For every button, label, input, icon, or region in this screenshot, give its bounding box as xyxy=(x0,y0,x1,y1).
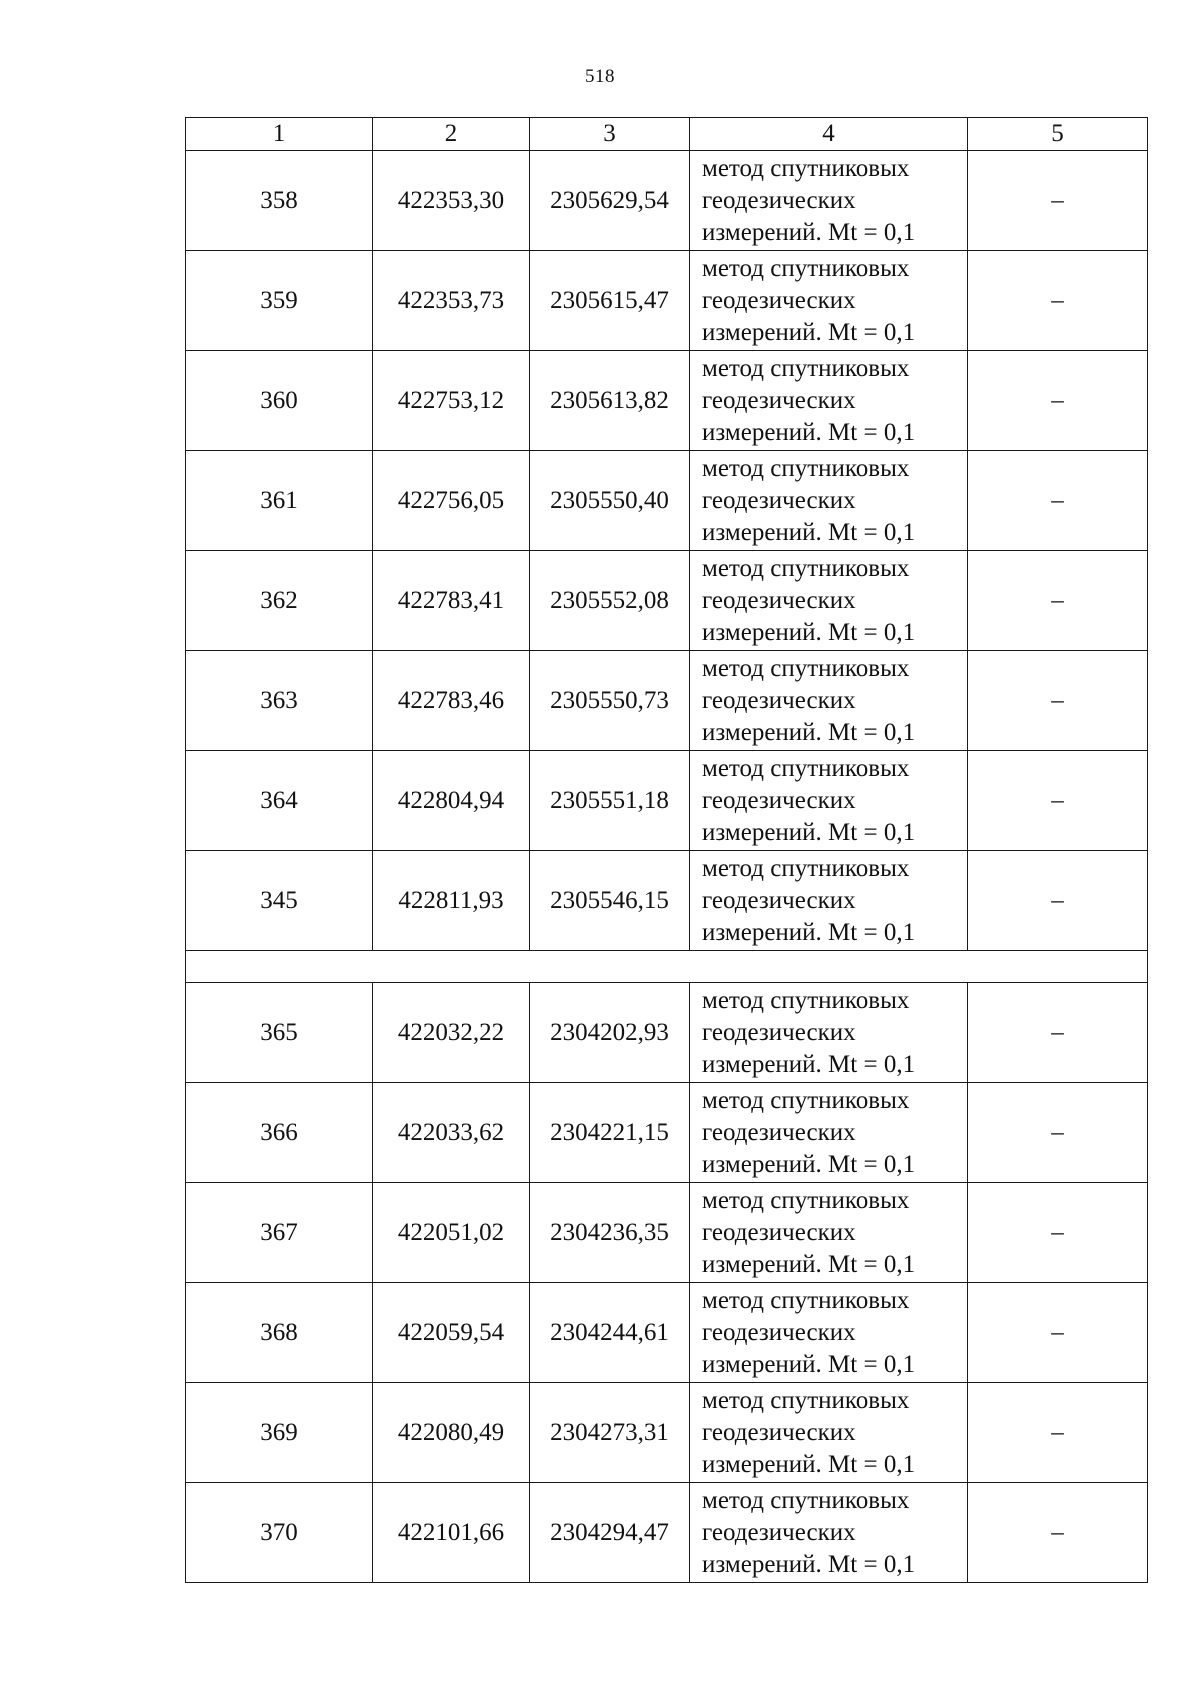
table-row xyxy=(186,151,1148,251)
point-number-cell: 369 xyxy=(186,1383,373,1483)
method-text-line: измерений. Mt = 0,1 xyxy=(702,518,916,546)
method-text-line: метод спутниковых xyxy=(702,554,910,582)
point-number-cell: 359 xyxy=(186,251,373,351)
x-coordinate-cell: 422080,49 xyxy=(373,1383,530,1483)
x-coordinate-cell: 422783,46 xyxy=(373,651,530,751)
method-text-line: измерений. Mt = 0,1 xyxy=(702,318,916,346)
table-header-row xyxy=(186,118,1148,151)
y-coordinate-cell: 2305629,54 xyxy=(530,151,690,251)
point-number-cell: 370 xyxy=(186,1483,373,1583)
method-text-line: метод спутниковых xyxy=(702,854,910,882)
y-coordinate-cell: 2304244,61 xyxy=(530,1283,690,1383)
y-coordinate-cell: 2305550,40 xyxy=(530,451,690,551)
note-cell: – xyxy=(968,751,1148,851)
note-cell: – xyxy=(968,983,1148,1083)
table-row xyxy=(186,1283,1148,1383)
note-cell: – xyxy=(968,1083,1148,1183)
table-row xyxy=(186,1383,1148,1483)
method-text-line: измерений. Mt = 0,1 xyxy=(702,418,916,446)
method-text-line: геодезических xyxy=(702,386,856,414)
method-text-line: измерений. Mt = 0,1 xyxy=(702,618,916,646)
x-coordinate-cell: 422353,73 xyxy=(373,251,530,351)
table-row xyxy=(186,1483,1148,1583)
method-text-line: геодезических xyxy=(702,1418,856,1446)
method-cell xyxy=(690,851,968,951)
method-text-line: метод спутниковых xyxy=(702,986,910,1014)
method-text-line: геодезических xyxy=(702,486,856,514)
column-header: 3 xyxy=(530,118,690,151)
y-coordinate-cell: 2305552,08 xyxy=(530,551,690,651)
point-number-cell: 362 xyxy=(186,551,373,651)
y-coordinate-cell: 2305615,47 xyxy=(530,251,690,351)
method-text-line: метод спутниковых xyxy=(702,754,910,782)
column-header: 4 xyxy=(690,118,968,151)
note-cell: – xyxy=(968,1183,1148,1283)
method-text-line: метод спутниковых xyxy=(702,254,910,282)
point-number-cell: 345 xyxy=(186,851,373,951)
x-coordinate-cell: 422059,54 xyxy=(373,1283,530,1383)
method-text-line: геодезических xyxy=(702,886,856,914)
table-row xyxy=(186,351,1148,451)
note-cell: – xyxy=(968,1483,1148,1583)
column-header: 2 xyxy=(373,118,530,151)
method-text-line: измерений. Mt = 0,1 xyxy=(702,1550,916,1578)
method-cell xyxy=(690,351,968,451)
method-cell xyxy=(690,151,968,251)
table-row xyxy=(186,651,1148,751)
x-coordinate-cell: 422353,30 xyxy=(373,151,530,251)
method-text-line: измерений. Mt = 0,1 xyxy=(702,1250,916,1278)
note-cell: – xyxy=(968,1283,1148,1383)
method-text-line: метод спутниковых xyxy=(702,1286,910,1314)
note-cell: – xyxy=(968,451,1148,551)
page-number: 518 xyxy=(585,66,615,87)
y-coordinate-cell: 2304273,31 xyxy=(530,1383,690,1483)
method-cell xyxy=(690,551,968,651)
point-number-cell: 368 xyxy=(186,1283,373,1383)
method-text-line: измерений. Mt = 0,1 xyxy=(702,218,916,246)
method-cell xyxy=(690,1283,968,1383)
method-text-line: метод спутниковых xyxy=(702,1486,910,1514)
y-coordinate-cell: 2305550,73 xyxy=(530,651,690,751)
y-coordinate-cell: 2304221,15 xyxy=(530,1083,690,1183)
x-coordinate-cell: 422811,93 xyxy=(373,851,530,951)
method-text-line: измерений. Mt = 0,1 xyxy=(702,1050,916,1078)
separator-cell xyxy=(186,951,1148,983)
point-number-cell: 364 xyxy=(186,751,373,851)
y-coordinate-cell: 2304202,93 xyxy=(530,983,690,1083)
method-text-line: измерений. Mt = 0,1 xyxy=(702,1450,916,1478)
method-text-line: метод спутниковых xyxy=(702,454,910,482)
method-text-line: геодезических xyxy=(702,1518,856,1546)
method-text-line: измерений. Mt = 0,1 xyxy=(702,1350,916,1378)
coordinates-table xyxy=(185,117,1148,1583)
y-coordinate-cell: 2304236,35 xyxy=(530,1183,690,1283)
method-text-line: геодезических xyxy=(702,586,856,614)
x-coordinate-cell: 422804,94 xyxy=(373,751,530,851)
x-coordinate-cell: 422101,66 xyxy=(373,1483,530,1583)
method-cell xyxy=(690,1083,968,1183)
y-coordinate-cell: 2305546,15 xyxy=(530,851,690,951)
y-coordinate-cell: 2305551,18 xyxy=(530,751,690,851)
method-text-line: геодезических xyxy=(702,1218,856,1246)
y-coordinate-cell: 2305613,82 xyxy=(530,351,690,451)
point-number-cell: 361 xyxy=(186,451,373,551)
method-text-line: геодезических xyxy=(702,1118,856,1146)
method-text-line: геодезических xyxy=(702,1318,856,1346)
method-text-line: геодезических xyxy=(702,186,856,214)
x-coordinate-cell: 422783,41 xyxy=(373,551,530,651)
method-text-line: метод спутниковых xyxy=(702,654,910,682)
method-text-line: геодезических xyxy=(702,286,856,314)
column-header: 1 xyxy=(186,118,373,151)
note-cell: – xyxy=(968,351,1148,451)
method-cell xyxy=(690,983,968,1083)
method-text-line: метод спутниковых xyxy=(702,354,910,382)
column-header: 5 xyxy=(968,118,1148,151)
method-text-line: метод спутниковых xyxy=(702,154,910,182)
method-cell xyxy=(690,651,968,751)
method-text-line: геодезических xyxy=(702,786,856,814)
point-number-cell: 366 xyxy=(186,1083,373,1183)
table-row xyxy=(186,1083,1148,1183)
note-cell: – xyxy=(968,151,1148,251)
table-separator-row xyxy=(186,951,1148,983)
method-cell xyxy=(690,451,968,551)
method-text-line: геодезических xyxy=(702,686,856,714)
table-row xyxy=(186,983,1148,1083)
method-text-line: метод спутниковых xyxy=(702,1086,910,1114)
method-cell xyxy=(690,751,968,851)
note-cell: – xyxy=(968,851,1148,951)
method-text-line: измерений. Mt = 0,1 xyxy=(702,718,916,746)
note-cell: – xyxy=(968,551,1148,651)
table-row xyxy=(186,751,1148,851)
method-text-line: метод спутниковых xyxy=(702,1386,910,1414)
point-number-cell: 365 xyxy=(186,983,373,1083)
point-number-cell: 358 xyxy=(186,151,373,251)
x-coordinate-cell: 422033,62 xyxy=(373,1083,530,1183)
x-coordinate-cell: 422051,02 xyxy=(373,1183,530,1283)
x-coordinate-cell: 422032,22 xyxy=(373,983,530,1083)
note-cell: – xyxy=(968,1383,1148,1483)
table-row xyxy=(186,451,1148,551)
method-text-line: измерений. Mt = 0,1 xyxy=(702,818,916,846)
table-row xyxy=(186,851,1148,951)
note-cell: – xyxy=(968,651,1148,751)
method-cell xyxy=(690,251,968,351)
method-text-line: геодезических xyxy=(702,1018,856,1046)
table-row xyxy=(186,551,1148,651)
point-number-cell: 360 xyxy=(186,351,373,451)
y-coordinate-cell: 2304294,47 xyxy=(530,1483,690,1583)
x-coordinate-cell: 422753,12 xyxy=(373,351,530,451)
method-text-line: метод спутниковых xyxy=(702,1186,910,1214)
table-body xyxy=(186,118,1148,1583)
method-cell xyxy=(690,1183,968,1283)
note-cell: – xyxy=(968,251,1148,351)
method-cell xyxy=(690,1383,968,1483)
table-row xyxy=(186,1183,1148,1283)
method-text-line: измерений. Mt = 0,1 xyxy=(702,918,916,946)
point-number-cell: 363 xyxy=(186,651,373,751)
point-number-cell: 367 xyxy=(186,1183,373,1283)
table-row xyxy=(186,251,1148,351)
method-cell xyxy=(690,1483,968,1583)
method-text-line: измерений. Mt = 0,1 xyxy=(702,1150,916,1178)
x-coordinate-cell: 422756,05 xyxy=(373,451,530,551)
